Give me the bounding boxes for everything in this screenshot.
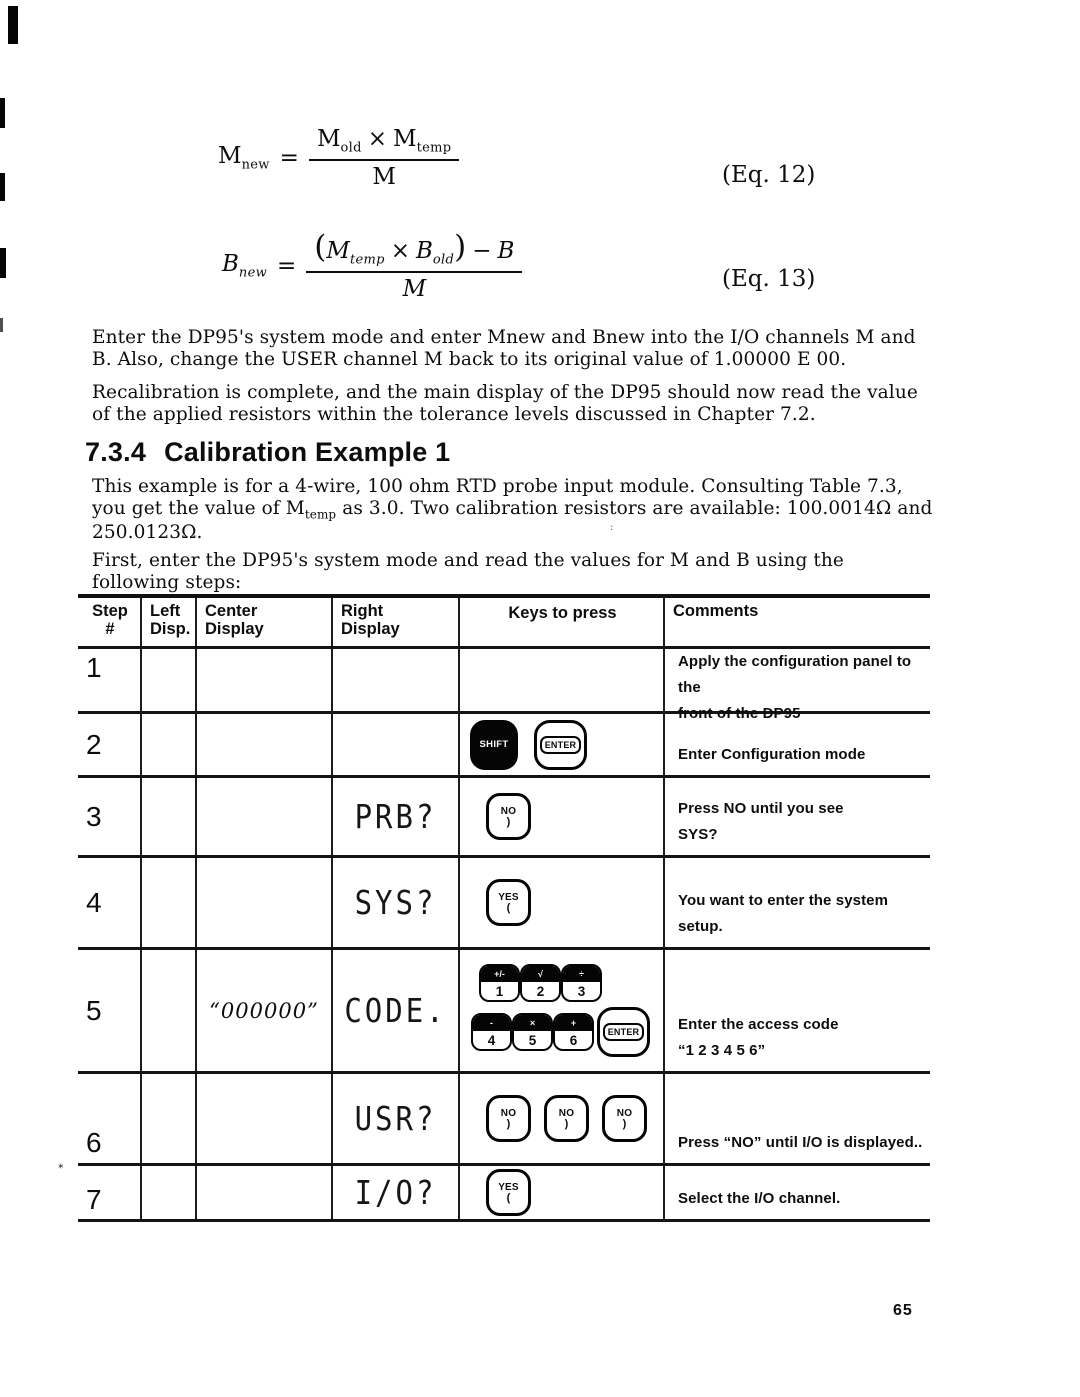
comment-cell: Enter the access code “1 2 3 4 5 6” bbox=[678, 1016, 839, 1060]
table-row bbox=[78, 1166, 930, 1222]
section-title: Calibration Example 1 bbox=[164, 437, 451, 467]
comment-cell: Press “NO” until I/O is displayed.. bbox=[678, 1134, 923, 1152]
yes-key: YES ( bbox=[486, 1169, 531, 1216]
table-row bbox=[78, 649, 930, 722]
eq13-label: (Eq. 13) bbox=[722, 266, 816, 292]
scan-artifact bbox=[0, 248, 6, 278]
lcd-display: USR? bbox=[354, 1099, 437, 1138]
lcd-display: I/O? bbox=[354, 1173, 437, 1212]
right-display-cell bbox=[333, 1074, 460, 1163]
left-display-cell bbox=[142, 858, 197, 947]
center-display-value: “000000” bbox=[209, 998, 319, 1023]
lcd-display: CODE. bbox=[344, 991, 447, 1030]
scan-artifact bbox=[0, 98, 5, 128]
comment-cell: Select the I/O channel. bbox=[678, 1190, 841, 1208]
center-display-cell bbox=[197, 714, 333, 775]
header-left-display: Left Disp. bbox=[142, 598, 197, 646]
left-display-cell bbox=[142, 950, 197, 1071]
comment-cell: You want to enter the system setup. bbox=[678, 892, 889, 936]
equation-12: $M_{new}$ = $\frac{M_{old} \times M_{temp}}{M}$ bbox=[218, 126, 459, 190]
section-number: 7.3.4 bbox=[85, 437, 147, 467]
step-number: 2 bbox=[78, 714, 142, 775]
numeric-keypad bbox=[471, 964, 650, 1057]
shift-key: SHIFT bbox=[470, 720, 518, 770]
enter-key: ENTER bbox=[534, 720, 587, 770]
digit-key-3: ÷ 3 bbox=[561, 964, 602, 1002]
paragraph-3: This example is for a 4-wire, 100 ohm RTD probe input module. Consulting Table 7.3, you get the value of $M_{temp}$ as 3.0. Two calibration resistors are available: 100.0014Ω and 250.0123Ω. bbox=[92, 476, 933, 544]
header-step: Step # bbox=[78, 598, 142, 646]
calibration-steps-table bbox=[78, 594, 930, 1222]
step-number: 5 bbox=[78, 950, 142, 1071]
center-display-cell bbox=[197, 1074, 333, 1163]
paragraph-4: First, enter the DP95's system mode and read the values for M and B using the following steps: bbox=[92, 550, 844, 594]
scan-artifact bbox=[0, 318, 3, 332]
yes-key: YES ( bbox=[486, 879, 531, 926]
left-display-cell bbox=[142, 1074, 197, 1163]
center-display-cell bbox=[197, 950, 333, 1071]
eq12-label: (Eq. 12) bbox=[722, 162, 816, 188]
scan-artifact bbox=[0, 173, 5, 201]
center-display-cell bbox=[197, 778, 333, 855]
comment-cell: Apply the configuration panel to the front of the DP95 bbox=[678, 653, 912, 722]
keys-cell bbox=[460, 950, 665, 1071]
step-number: 4 bbox=[78, 858, 142, 947]
eq13-lhs: $B_{new}$ bbox=[222, 251, 267, 281]
step-number: 1 bbox=[78, 649, 142, 733]
paragraph-2: Recalibration is complete, and the main display of the DP95 should now read the value of the applied resistors within the tolerance levels discussed in Chapter 7.2. bbox=[92, 382, 918, 426]
right-display-cell bbox=[333, 950, 460, 1071]
subscript-temp: temp bbox=[304, 507, 337, 522]
header-comments: Comments bbox=[673, 602, 759, 620]
comment-cell: Press NO until you see SYS? bbox=[678, 800, 844, 844]
keys-cell bbox=[460, 714, 665, 775]
header-right-display: Right Display bbox=[333, 598, 460, 646]
digit-key-6: + 6 bbox=[553, 1013, 594, 1051]
right-display-cell bbox=[333, 714, 460, 775]
header-center-display: Center Display bbox=[197, 598, 333, 646]
keys-cell bbox=[460, 1166, 665, 1219]
table-row bbox=[78, 714, 930, 778]
keys-cell bbox=[460, 778, 665, 855]
keys-cell bbox=[460, 1074, 665, 1163]
equation-13: $B_{new}$ = $\frac{(M_{temp} \times B_{old}) - B}{M}$ bbox=[222, 230, 522, 302]
right-display-cell bbox=[333, 778, 460, 855]
scan-artifact: : bbox=[610, 522, 614, 533]
left-display-cell bbox=[142, 778, 197, 855]
table-row bbox=[78, 778, 930, 858]
left-display-cell bbox=[142, 714, 197, 775]
table-header-row bbox=[78, 598, 930, 649]
center-display-cell bbox=[197, 1166, 333, 1219]
paragraph-1: Enter the DP95's system mode and enter Mnew and Bnew into the I/O channels M and B. Also, change the USER channel M back to its original value of 1.00000 E 00. bbox=[92, 327, 916, 371]
step-number: 7 bbox=[78, 1166, 142, 1219]
digit-key-4: - 4 bbox=[471, 1013, 512, 1051]
digit-key-2: √ 2 bbox=[520, 964, 561, 1002]
section-heading bbox=[85, 437, 450, 468]
no-key: NO ) bbox=[602, 1095, 647, 1142]
right-display-cell bbox=[333, 858, 460, 947]
step-number: 3 bbox=[78, 778, 142, 855]
lcd-display: PRB? bbox=[354, 797, 437, 836]
center-display-cell bbox=[197, 858, 333, 947]
digit-key-5: × 5 bbox=[512, 1013, 553, 1051]
scan-artifact: ⁎ bbox=[58, 1159, 64, 1171]
right-display-cell bbox=[333, 1166, 460, 1219]
left-display-cell bbox=[142, 1166, 197, 1219]
comment-cell: Enter Configuration mode bbox=[678, 746, 866, 764]
page-number: 65 bbox=[893, 1302, 913, 1319]
digit-key-1: +/- 1 bbox=[479, 964, 520, 1002]
eq13-fraction: $\frac{(M_{temp} \times B_{old}) - B}{M}$ bbox=[306, 230, 522, 302]
enter-key: ENTER bbox=[597, 1007, 650, 1057]
no-key: NO ) bbox=[486, 1095, 531, 1142]
no-key: NO ) bbox=[544, 1095, 589, 1142]
table-row bbox=[78, 1074, 930, 1166]
table-row bbox=[78, 950, 930, 1074]
eq12-lhs: $M_{new}$ bbox=[218, 143, 270, 173]
table-row bbox=[78, 858, 930, 950]
eq12-fraction: $\frac{M_{old} \times M_{temp}}{M}$ bbox=[309, 126, 459, 190]
step-number: 6 bbox=[78, 1074, 142, 1163]
header-keys: Keys to press bbox=[460, 598, 665, 646]
no-key: NO ) bbox=[486, 793, 531, 840]
scan-artifact bbox=[8, 6, 18, 44]
lcd-display: SYS? bbox=[354, 883, 437, 922]
keys-cell bbox=[460, 858, 665, 947]
